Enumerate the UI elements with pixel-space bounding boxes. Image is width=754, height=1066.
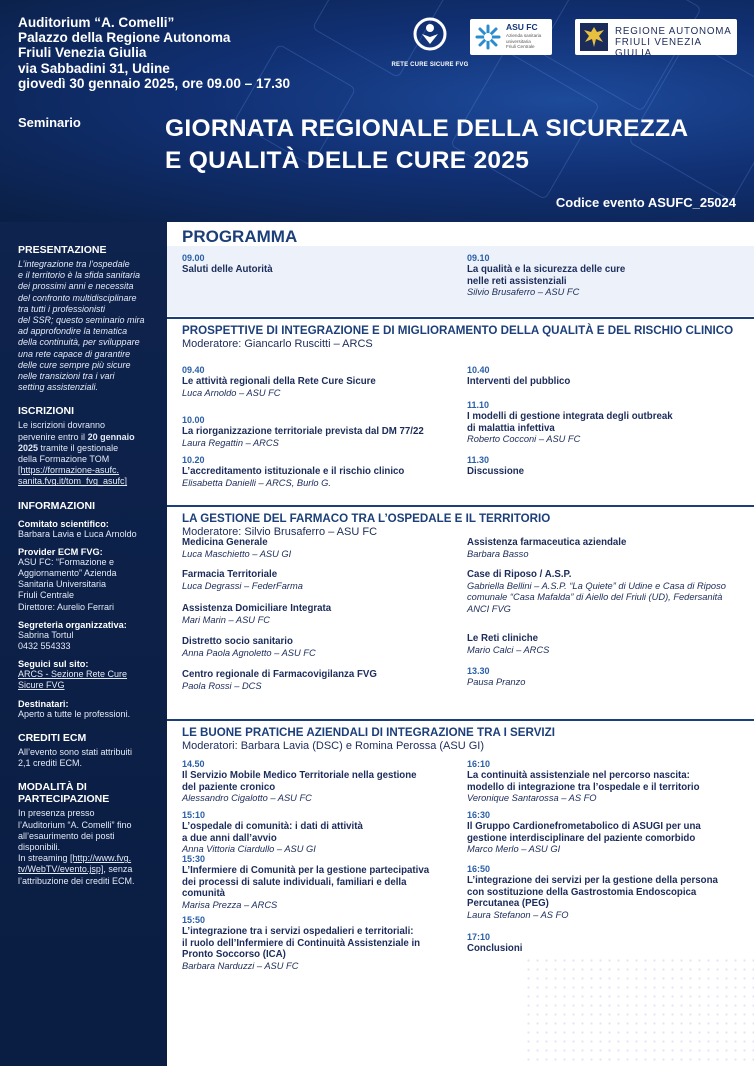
asu-sub-line: universitaria <box>506 38 531 44</box>
text-fragment: , senza <box>103 864 133 875</box>
eagle-emblem-icon <box>579 22 609 52</box>
text-line: delle cure sempre più sicure <box>18 359 131 370</box>
text-line: della Formazione TOM <box>18 454 110 465</box>
item-speaker: ANCI FVG <box>467 603 511 614</box>
item-speaker: Anna Vittoria Ciardullo – ASU GI <box>182 844 316 855</box>
item-title: La riorganizzazione territoriale prevista dal DM 77/22 <box>182 426 424 437</box>
program-item <box>467 455 737 478</box>
text-fragment: In streaming <box>18 853 68 864</box>
registration-link[interactable]: [https://formazione-asufc. <box>18 465 120 476</box>
text-line: all’esaurimento dei posti <box>18 830 115 841</box>
item-time: 11.10 <box>467 400 490 410</box>
asu-fc-subtitle <box>506 33 541 50</box>
item-title: Interventi del pubblico <box>467 376 571 387</box>
item-time: 15:30 <box>182 854 206 864</box>
program-header <box>167 222 754 246</box>
program-item <box>467 666 737 689</box>
destinatari-text: Aperto a tutte le professioni. <box>18 708 131 719</box>
item-speaker: Elisabetta Danielli – ARCS, Burlo G. <box>182 477 331 488</box>
heading-line: MODALITÀ DI <box>18 781 87 794</box>
venue-line: Palazzo della Regione Autonoma <box>18 30 231 46</box>
text-line: dei prossimi anni e necessita <box>18 281 134 292</box>
item-title: Saluti delle Autorità <box>182 264 273 275</box>
program-title: PROGRAMMA <box>182 227 298 246</box>
item-title: Le Reti cliniche <box>467 633 539 644</box>
item-speaker: Paola Rossi – DCS <box>182 680 262 691</box>
provider-text <box>18 557 157 613</box>
item-speaker: Laura Regattin – ARCS <box>182 437 279 448</box>
item-time: 10.40 <box>467 365 490 375</box>
text-line: l’Auditorium “A. Comelli” fino <box>18 819 132 830</box>
deadline-year: 2025 <box>18 442 39 453</box>
program-item <box>182 759 452 805</box>
item-time: 09.40 <box>182 365 205 375</box>
program-item <box>467 810 737 856</box>
asu-fc-mark-icon <box>474 23 502 51</box>
text-line: ad approfondire la tematica <box>18 326 128 337</box>
program-item <box>467 633 737 656</box>
item-time: 10.00 <box>182 415 205 425</box>
section-title: LE BUONE PRATICHE AZIENDALI DI INTEGRAZIONE TRA I SERVIZI <box>182 726 555 739</box>
seguici-text <box>18 669 157 691</box>
item-speaker: Marco Merlo – ASU GI <box>467 844 561 855</box>
intro-block <box>167 246 754 316</box>
section-gestione-farmaco <box>167 505 754 718</box>
item-title: Le attività regionali della Rete Cure Sicure <box>182 376 376 387</box>
item-speaker: Roberto Cocconi – ASU FC <box>467 434 581 445</box>
section-prospettive <box>167 317 754 509</box>
deadline-date: 20 gennaio <box>87 431 135 442</box>
item-speaker: Gabriella Bellini – A.S.P. “La Quiete” di Udine e Casa di Riposo <box>467 580 726 591</box>
item-speaker: Laura Stefanon – AS FO <box>467 909 569 920</box>
program-panel <box>167 222 754 1066</box>
item-title: dei processi di salute individuali, familiari e della <box>182 876 407 888</box>
venue-line: Friuli Venezia Giulia <box>18 45 147 61</box>
item-speaker: Alessandro Cigalotto – ASU FC <box>182 793 312 804</box>
item-speaker: Barbara Narduzzi – ASU FC <box>182 960 299 971</box>
title-line: GIORNATA REGIONALE DELLA SICUREZZA <box>165 115 689 142</box>
heading-line: PARTECIPAZIONE <box>18 793 110 806</box>
item-title: il ruolo dell’Infermiere di Continuità Assistenziale in <box>182 937 421 949</box>
section-moderator: Moderatore: Giancarlo Ruscitti – ARCS <box>182 338 373 350</box>
text-line <box>18 432 157 443</box>
item-title: L’Infermiere di Comunità per la gestione partecipativa <box>182 865 430 876</box>
title-line: E QUALITÀ DELLE CURE 2025 <box>165 147 530 174</box>
venue-line: giovedì 30 gennaio 2025, ore 09.00 – 17.30 <box>18 75 291 91</box>
region-line: FRIULI VENEZIA GIULIA <box>615 37 702 59</box>
item-speaker: comunale “Casa Mafalda” di Aiello del Friuli (UD), Federsanità <box>467 592 723 603</box>
text-line: disponibili. <box>18 841 61 852</box>
text-line: Direttore: Aurelio Ferrari <box>18 601 115 612</box>
phone-number: 0432 554333 <box>18 641 71 652</box>
item-title: Farmacia Territoriale <box>182 569 278 580</box>
registration-link[interactable]: sanita.fvg.it/tom_fvg_asufc] <box>18 476 128 487</box>
program-item <box>467 569 737 615</box>
item-title: I modelli di gestione integrata degli outbreak <box>467 411 673 422</box>
website-link[interactable]: ARCS - Sezione Rete Cure <box>18 669 128 680</box>
item-title: Discussione <box>467 466 525 477</box>
item-title: nelle reti assistenziali <box>467 275 567 287</box>
text-fragment: tramite il gestionale <box>40 442 119 453</box>
text-line: nelle transizioni tra i vari <box>18 371 115 382</box>
item-time: 14.50 <box>182 759 205 769</box>
section-moderator: Moderatore: Silvio Brusaferro – ASU FC <box>182 526 378 538</box>
item-title: del paziente cronico <box>182 781 276 793</box>
seguici-heading: Seguici sul sito: <box>18 659 89 670</box>
text-line: ASU FC: “Formazione e <box>18 556 115 567</box>
text-line: Sabrina Tortul <box>18 629 74 640</box>
item-speaker: Luca Maschietto – ASU GI <box>182 548 292 559</box>
header-banner <box>0 0 754 222</box>
presentazione-text <box>18 259 157 393</box>
item-title: con sostituzione della Gastrostomia Endoscopica <box>467 886 697 898</box>
text-line: Friuli Centrale <box>18 590 75 601</box>
program-item <box>182 455 452 489</box>
item-title: L’ospedale di comunità: i dati di attività <box>182 821 363 832</box>
item-time: 15:10 <box>182 810 206 820</box>
section-title: PROSPETTIVE DI INTEGRAZIONE E DI MIGLIORAMENTO DELLA QUALITÀ E DEL RISCHIO CLINICO <box>182 324 734 337</box>
text-line: e il territorio è la sfida sanitaria <box>18 270 141 281</box>
program-item <box>182 365 452 399</box>
item-time: 16:10 <box>467 759 491 769</box>
venue-info <box>18 15 290 91</box>
program-item <box>467 400 737 446</box>
text-line: del confronto multidisciplinare <box>18 292 137 303</box>
item-speaker: Pausa Pranzo <box>467 677 526 687</box>
website-link[interactable]: Sicure FVG <box>18 680 65 691</box>
item-title: La continuità assistenziale nel percorso nascita: <box>467 770 690 781</box>
item-title: L’integrazione dei servizi per la gestione della persona <box>467 875 718 886</box>
region-line: REGIONE AUTONOMA <box>615 26 732 37</box>
item-title: Assistenza farmaceutica aziendale <box>467 537 627 548</box>
event-type-label: Seminario <box>18 115 81 130</box>
segreteria-heading: Segreteria organizzativa: <box>18 619 127 630</box>
item-speaker: Silvio Brusaferro – ASU FC <box>467 287 580 298</box>
modalita-text <box>18 808 157 886</box>
item-speaker: Anna Paola Agnoletto – ASU FC <box>182 647 316 658</box>
item-title: Il Gruppo Cardionefrometabolico di ASUGI per una <box>467 821 701 832</box>
regione-fvg-logo <box>575 19 737 59</box>
program-item <box>182 810 452 856</box>
text-line: del SSR; questo seminario mira <box>18 315 145 326</box>
dot-pattern-decoration <box>524 956 754 1066</box>
informazioni-heading: INFORMAZIONI <box>18 499 95 512</box>
item-title: Centro regionale di Farmacovigilanza FVG <box>182 669 377 680</box>
asu-fc-name: ASU FC <box>506 22 538 32</box>
rete-cure-sicure-logo <box>384 17 476 68</box>
iscrizioni-heading: ISCRIZIONI <box>18 405 75 418</box>
item-title: Conclusioni <box>467 943 523 954</box>
item-speaker: Barbara Basso <box>467 548 529 559</box>
text-line: Sanitaria Universitaria <box>18 579 107 590</box>
item-time: 09.10 <box>467 253 490 263</box>
text-line: Aggiornamento” Azienda <box>18 568 117 579</box>
item-title: Distretto socio sanitario <box>182 636 293 647</box>
item-title: La qualità e la sicurezza delle cure <box>467 264 626 275</box>
section-moderator: Moderatori: Barbara Lavia (DSC) e Romina Perossa (ASU GI) <box>182 740 484 752</box>
item-speaker: Luca Degrassi – FederFarma <box>182 580 303 591</box>
text-line: L’integrazione tra l’ospedale <box>18 259 130 269</box>
item-time: 11.30 <box>467 455 490 465</box>
program-item <box>182 253 452 276</box>
item-title: Assistenza Domiciliare Integrata <box>182 603 332 614</box>
program-item <box>182 636 452 659</box>
asu-sub-line: Azienda sanitaria <box>506 33 542 38</box>
region-name <box>615 26 737 59</box>
program-item <box>467 932 737 955</box>
segreteria-text <box>18 630 157 652</box>
item-title: comunità <box>182 888 226 900</box>
item-title: Case di Riposo / A.S.P. <box>467 569 572 580</box>
modalita-heading <box>18 781 157 805</box>
item-time: 13.30 <box>467 666 490 676</box>
section-title: LA GESTIONE DEL FARMACO TRA L’OSPEDALE E IL TERRITORIO <box>182 512 551 525</box>
program-item <box>182 854 452 911</box>
comitato-text: Barbara Lavia e Luca Arnoldo <box>18 528 137 539</box>
info-sidebar <box>0 222 167 1066</box>
text-line: tra tutti i professionisti <box>18 303 106 314</box>
item-title: gestione interdisciplinare del paziente comorbido <box>467 832 696 844</box>
program-item <box>182 603 452 626</box>
program-item <box>467 537 737 560</box>
item-speaker: Marisa Prezza – ARCS <box>182 899 278 910</box>
venue-line: Auditorium “A. Comelli” <box>18 15 175 30</box>
text-line <box>18 853 157 864</box>
item-title: Il Servizio Mobile Medico Territoriale nella gestione <box>182 770 417 781</box>
item-time: 16:30 <box>467 810 491 820</box>
item-time: 10.20 <box>182 455 205 465</box>
program-item <box>182 415 452 449</box>
text-line: l’attribuzione dei crediti ECM. <box>18 875 135 886</box>
rcs-emblem-icon <box>413 17 447 51</box>
crediti-text <box>18 747 157 769</box>
streaming-link[interactable]: tv/WebTV/evento.jsp] <box>18 864 104 875</box>
text-line: una rete capace di garantire <box>18 348 131 359</box>
program-item <box>467 759 737 805</box>
text-fragment: pervenire entro il <box>18 431 86 442</box>
presentazione-heading: PRESENTAZIONE <box>18 244 107 256</box>
program-item <box>467 864 737 921</box>
item-speaker: Luca Arnoldo – ASU FC <box>182 387 281 398</box>
streaming-link[interactable]: [http://www.fvg. <box>70 853 132 864</box>
event-code: Codice evento ASUFC_25024 <box>555 195 736 210</box>
item-title: Percutanea (PEG) <box>467 898 549 910</box>
item-time: 16:50 <box>467 864 491 874</box>
item-title: Medicina Generale <box>182 537 268 548</box>
text-line: In presenza presso <box>18 808 95 819</box>
program-item <box>182 569 452 592</box>
item-time: 17:10 <box>467 932 491 942</box>
iscrizioni-text <box>18 420 157 487</box>
program-item <box>182 669 452 692</box>
asu-sub-line: Friuli Centrale <box>506 44 535 50</box>
item-title: Pronto Soccorso (ICA) <box>182 949 286 961</box>
text-line: 2,1 crediti ECM. <box>18 758 83 769</box>
item-time: 09.00 <box>182 253 205 263</box>
item-speaker: Mario Calci – ARCS <box>467 644 550 655</box>
provider-heading: Provider ECM FVG: <box>18 546 103 557</box>
event-title <box>165 113 688 177</box>
item-title: L’accreditamento istituzionale e il rischio clinico <box>182 466 405 477</box>
destinatari-heading: Destinatari: <box>18 698 69 709</box>
item-speaker: Mari Marin – ASU FC <box>182 614 270 625</box>
program-item <box>182 537 452 560</box>
crediti-heading: CREDITI ECM <box>18 731 87 744</box>
text-line: Le iscrizioni dovranno <box>18 420 106 431</box>
rcs-logo-label: RETE CURE SICURE FVG <box>391 62 469 68</box>
item-time: 15:50 <box>182 915 206 925</box>
program-item <box>467 253 737 299</box>
program-item <box>467 365 737 388</box>
comitato-heading: Comitato scientifico: <box>18 518 109 529</box>
venue-line: via Sabbadini 31, Udine <box>18 60 170 76</box>
text-line <box>18 864 157 875</box>
text-line: All’evento sono stati attribuiti <box>18 746 133 757</box>
program-item <box>182 915 452 972</box>
asu-fc-logo <box>470 19 552 55</box>
item-title: modello di integrazione tra l’ospedale e il territorio <box>467 781 700 793</box>
text-line: della continuità, per sviluppare <box>18 337 140 348</box>
item-title: di malattia infettiva <box>467 422 555 434</box>
item-title: L’integrazione tra i servizi ospedalieri e territoriali: <box>182 926 414 937</box>
text-line: setting assistenziali. <box>18 382 99 393</box>
section-buone-pratiche <box>167 719 754 1066</box>
item-speaker: Veronique Santarossa – AS FO <box>467 793 597 804</box>
text-line <box>18 443 157 454</box>
item-title: a due anni dall’avvio <box>182 832 277 844</box>
